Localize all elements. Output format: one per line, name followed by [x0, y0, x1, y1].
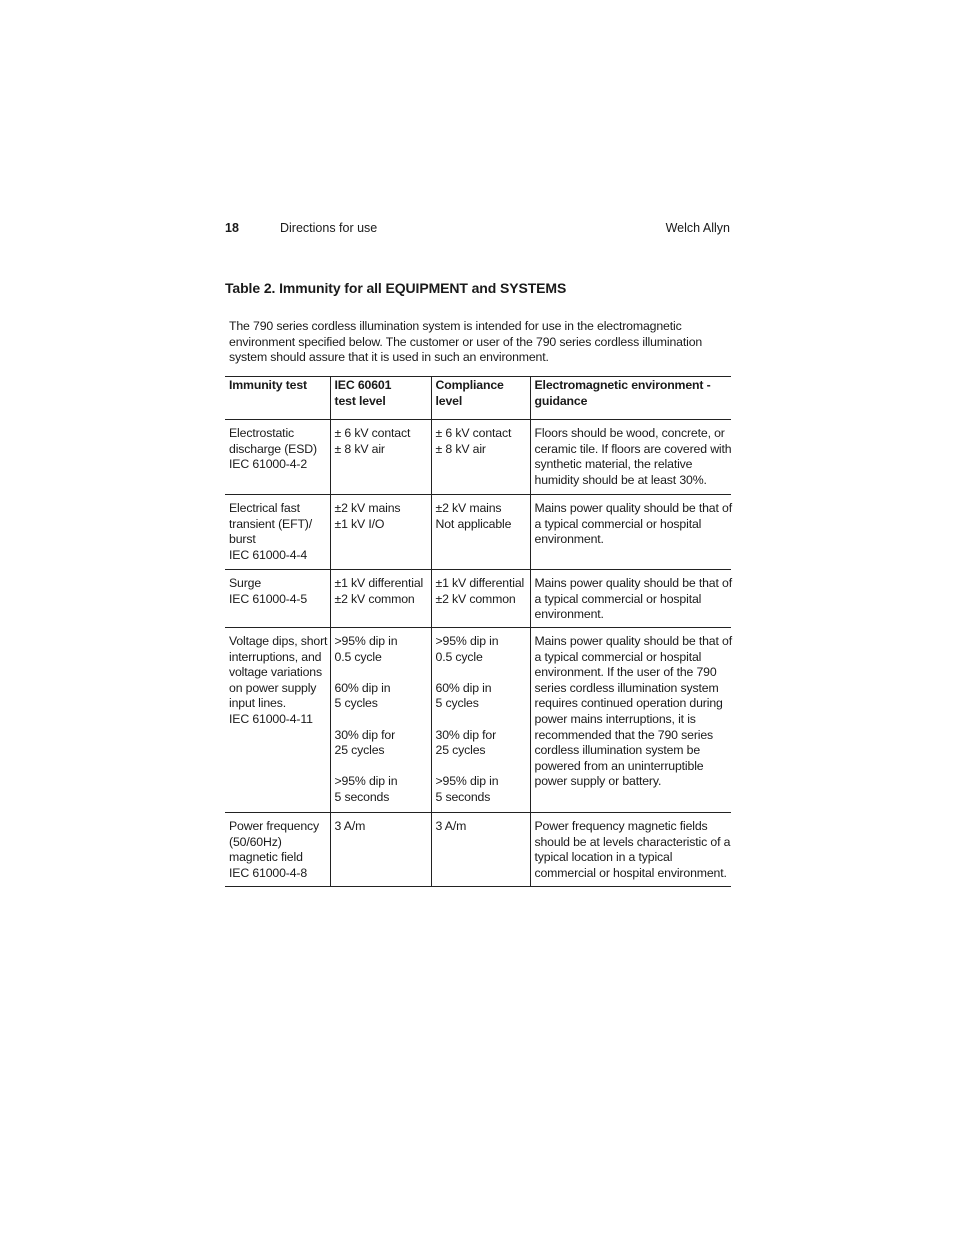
- cell-line: >95% dip in: [334, 634, 398, 648]
- cell-line: >95% dip in: [435, 774, 499, 789]
- cell-immunity-test: [225, 420, 330, 495]
- cell-line: level: [435, 393, 463, 408]
- cell-line: Surge: [229, 576, 262, 590]
- cell-line: 5 seconds: [334, 789, 390, 804]
- cell-line: ±2 kV mains: [435, 501, 502, 515]
- cell-line: transient (EFT)/: [229, 516, 313, 531]
- cell-line: 60% dip in: [435, 680, 492, 695]
- table-row: [225, 570, 731, 628]
- cell-line: input lines.: [229, 696, 286, 711]
- cell-test-level: [330, 495, 431, 570]
- cell-line: cordless illumination system be: [534, 743, 701, 758]
- cell-line: Electrostatic: [229, 426, 295, 440]
- cell-line: >95% dip in: [334, 774, 398, 789]
- cell-environment-guidance: [530, 570, 731, 628]
- cell-line: [436, 665, 527, 681]
- intro-paragraph: The 790 series cordless illumination system is intended for use in the electromagnetic environment specified below. The customer or user of the 790 series cordless illumination system should assure that it is used in such an environment.: [229, 319, 703, 365]
- cell-line: 25 cycles: [435, 743, 486, 758]
- cell-line: IEC 61000-4-5: [229, 591, 308, 606]
- cell-line: [436, 759, 527, 775]
- cell-line: ±2 kV mains: [334, 501, 401, 515]
- cell-line: Immunity test: [229, 378, 307, 392]
- cell-line: [335, 712, 428, 728]
- cell-line: test level: [334, 393, 386, 408]
- cell-line: Floors should be wood, concrete, or: [534, 426, 725, 440]
- cell-line: a typical commercial or hospital: [534, 649, 702, 664]
- cell-environment-guidance: [530, 420, 731, 495]
- cell-line: power mains interruptions, it is: [534, 711, 696, 726]
- cell-line: recommended that the 790 series: [534, 727, 714, 742]
- table-row: [225, 628, 731, 813]
- cell-immunity-test: [225, 628, 330, 813]
- cell-line: Power frequency magnetic fields: [534, 819, 708, 833]
- cell-test-level: [330, 628, 431, 813]
- cell-line: IEC 61000-4-11: [229, 711, 313, 726]
- cell-line: 5 cycles: [334, 696, 378, 711]
- cell-compliance-level: [431, 495, 530, 570]
- cell-line: Mains power quality should be that of: [534, 501, 732, 515]
- cell-line: Electromagnetic environment -: [534, 378, 711, 392]
- cell-line: humidity should be at least 30%.: [534, 472, 707, 487]
- cell-line: [335, 759, 428, 775]
- cell-environment-guidance: [530, 813, 731, 887]
- table-row: [225, 420, 731, 495]
- cell-immunity-test: [225, 495, 330, 570]
- cell-line: powered from an uninterruptible: [534, 758, 704, 773]
- cell-test-level: [330, 813, 431, 887]
- table-title: Table 2. Immunity for all EQUIPMENT and SYSTEMS: [225, 280, 567, 296]
- cell-line: ± 6 kV contact: [435, 426, 512, 440]
- cell-line: 0.5 cycle: [435, 649, 483, 664]
- cell-line: [335, 665, 428, 681]
- cell-line: voltage variations: [229, 665, 322, 680]
- cell-line: discharge (ESD): [229, 441, 317, 456]
- cell-line: (50/60Hz): [229, 834, 282, 849]
- cell-line: 3 A/m: [334, 819, 366, 833]
- cell-environment-guidance: [530, 495, 731, 570]
- header-environment-guidance: [530, 377, 731, 420]
- header-immunity-test: [225, 377, 330, 420]
- cell-line: environment.: [534, 532, 604, 547]
- cell-line: interruptions, and: [229, 649, 322, 664]
- table-header-row: [225, 377, 731, 420]
- cell-line: synthetic material, the relative: [534, 457, 693, 472]
- cell-line: IEC 61000-4-2: [229, 457, 308, 472]
- cell-line: magnetic field: [229, 850, 303, 865]
- cell-line: Power frequency: [229, 819, 320, 833]
- cell-line: Mains power quality should be that of: [534, 576, 732, 590]
- cell-line: series cordless illumination system: [534, 680, 719, 695]
- cell-line: ± 8 kV air: [435, 441, 486, 456]
- cell-test-level: [330, 420, 431, 495]
- page-header: [225, 221, 730, 239]
- cell-line: 5 cycles: [435, 696, 479, 711]
- cell-environment-guidance: [530, 628, 731, 813]
- cell-line: ±2 kV common: [435, 591, 516, 606]
- cell-line: ± 6 kV contact: [334, 426, 411, 440]
- table-row: [225, 813, 731, 887]
- cell-line: ceramic tile. If floors are covered with: [534, 441, 732, 456]
- company-name: Welch Allyn: [665, 221, 730, 235]
- immunity-table: [225, 376, 731, 887]
- cell-line: ±1 kV I/O: [334, 516, 385, 531]
- cell-line: Mains power quality should be that of: [534, 634, 732, 648]
- cell-line: ±2 kV common: [334, 591, 415, 606]
- cell-line: Voltage dips, short: [229, 634, 328, 648]
- cell-line: >95% dip in: [435, 634, 499, 648]
- document-title: Directions for use: [280, 221, 378, 235]
- cell-line: [436, 712, 527, 728]
- cell-line: 3 A/m: [435, 819, 467, 833]
- cell-line: requires continued operation during: [534, 696, 723, 711]
- cell-compliance-level: [431, 813, 530, 887]
- cell-line: ±1 kV differential: [334, 576, 424, 590]
- cell-line: a typical commercial or hospital: [534, 516, 702, 531]
- cell-line: typical location in a typical: [534, 850, 673, 865]
- cell-line: Electrical fast: [229, 501, 300, 515]
- cell-line: 0.5 cycle: [334, 649, 382, 664]
- cell-compliance-level: [431, 420, 530, 495]
- cell-immunity-test: [225, 813, 330, 887]
- cell-line: 25 cycles: [334, 743, 385, 758]
- cell-line: a typical commercial or hospital: [534, 591, 702, 606]
- cell-line: commercial or hospital environment.: [534, 865, 727, 880]
- cell-immunity-test: [225, 570, 330, 628]
- cell-line: IEC 60601: [334, 378, 392, 392]
- cell-compliance-level: [431, 570, 530, 628]
- header-compliance-level: [431, 377, 530, 420]
- cell-line: 60% dip in: [334, 680, 391, 695]
- header-test-level: [330, 377, 431, 420]
- cell-line: burst: [229, 532, 256, 547]
- cell-line: power supply or battery.: [534, 774, 662, 789]
- page-number: 18: [225, 221, 239, 235]
- table-row: [225, 495, 731, 570]
- cell-line: IEC 61000-4-8: [229, 865, 308, 880]
- cell-line: should be at levels characteristic of a: [534, 834, 731, 849]
- cell-line: environment.: [534, 607, 604, 622]
- cell-line: IEC 61000-4-4: [229, 547, 308, 562]
- cell-line: Not applicable: [435, 516, 512, 531]
- cell-line: on power supply: [229, 680, 317, 695]
- cell-line: Compliance: [435, 378, 504, 392]
- cell-compliance-level: [431, 628, 530, 813]
- cell-line: environment. If the user of the 790: [534, 665, 717, 680]
- table-body: [225, 420, 731, 887]
- cell-line: 30% dip for: [334, 727, 396, 742]
- cell-line: ±1 kV differential: [435, 576, 525, 590]
- cell-line: 5 seconds: [435, 789, 491, 804]
- cell-line: 30% dip for: [435, 727, 497, 742]
- cell-test-level: [330, 570, 431, 628]
- cell-line: guidance: [534, 393, 588, 408]
- cell-line: ± 8 kV air: [334, 441, 385, 456]
